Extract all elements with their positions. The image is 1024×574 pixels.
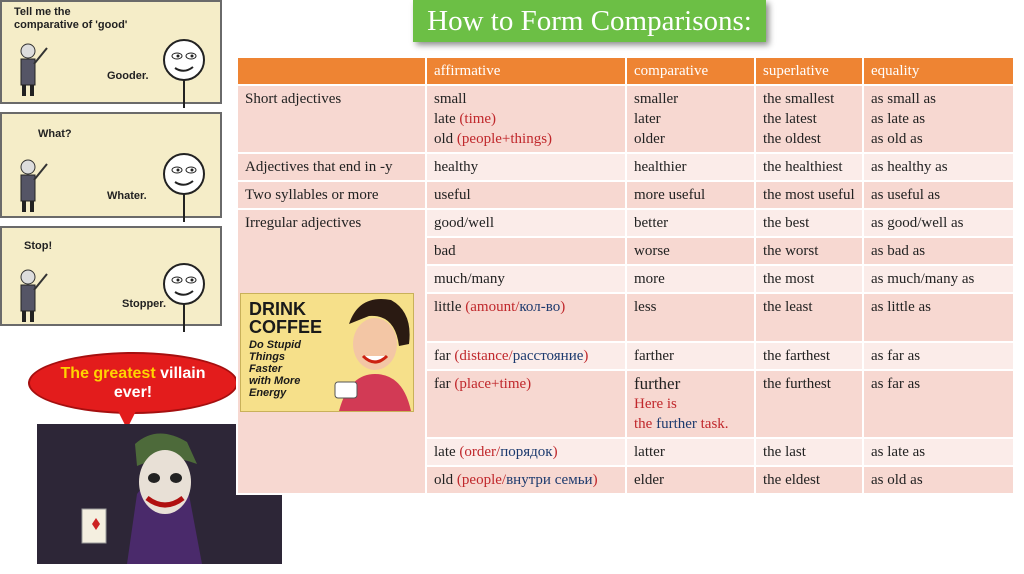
- bubble-text: ever!: [113, 384, 153, 401]
- equality-cell: as late as: [863, 438, 1014, 466]
- cell-word: old: [434, 472, 454, 488]
- ad-headline: DRINK: [249, 299, 306, 319]
- ad-tagline-line: Energy: [249, 387, 287, 399]
- affirmative-cell: healthy: [426, 153, 626, 181]
- usage-note-end: ): [552, 444, 558, 460]
- comic-answer: Stopper.: [122, 298, 167, 310]
- usage-note: (distance/: [454, 348, 513, 364]
- cell-word: old: [434, 131, 454, 147]
- comic-answer: Whater.: [107, 190, 147, 202]
- cell-line: as old as: [871, 131, 923, 147]
- category-cell: Short adjectives: [237, 85, 426, 153]
- equality-cell: as good/well as: [863, 209, 1014, 237]
- example-line: [634, 414, 747, 434]
- affirmative-cell: much/many: [426, 265, 626, 293]
- comic-panel-3: [0, 226, 222, 326]
- equality-cell: as far as: [863, 342, 1014, 370]
- equality-cell: as far as: [863, 370, 1014, 438]
- comparative-cell: latter: [626, 438, 755, 466]
- usage-note: (people/: [456, 472, 507, 488]
- usage-note-end: ): [583, 348, 589, 364]
- cell-line: the oldest: [763, 131, 821, 147]
- superlative-cell: the last: [755, 438, 863, 466]
- teacher-figure-icon: [14, 268, 48, 323]
- comparative-cell: farther: [626, 342, 755, 370]
- comic-panel-1: [0, 0, 222, 104]
- bubble-text: villain: [160, 365, 206, 382]
- table-row: [237, 181, 1014, 209]
- comic-question-line: comparative of 'good': [14, 19, 128, 31]
- cell-word: late: [434, 111, 456, 127]
- stick-figure-icon: [158, 38, 213, 108]
- ad-tagline-line: Things: [249, 351, 286, 363]
- affirmative-cell: [426, 342, 626, 370]
- comparative-cell: healthier: [626, 153, 755, 181]
- woman-portrait-icon: [329, 294, 413, 411]
- superlative-cell: the healthiest: [755, 153, 863, 181]
- comparative-cell: better: [626, 209, 755, 237]
- stick-figure-icon: [158, 152, 213, 222]
- category-cell: Two syllables or more: [237, 181, 426, 209]
- category-cell: Adjectives that end in -y: [237, 153, 426, 181]
- equality-cell: as healthy as: [863, 153, 1014, 181]
- cell-word: far: [434, 348, 451, 364]
- superlative-cell: [755, 85, 863, 153]
- usage-note-end: ): [592, 472, 598, 488]
- example-line: Here is: [634, 396, 677, 412]
- superlative-cell: the furthest: [755, 370, 863, 438]
- comic-panel-2: [0, 112, 222, 218]
- ad-tagline-line: with More: [249, 375, 301, 387]
- affirmative-cell: bad: [426, 237, 626, 265]
- ad-tagline-line: Faster: [249, 363, 283, 375]
- example-word: the: [634, 416, 653, 432]
- cell-word: late: [434, 444, 456, 460]
- stick-figure-icon: [158, 262, 213, 332]
- comparative-cell: elder: [626, 466, 755, 494]
- header-cell: comparative: [626, 57, 755, 85]
- comparative-cell: worse: [626, 237, 755, 265]
- ad-tagline: [249, 339, 322, 399]
- comparative-cell: [626, 370, 755, 438]
- affirmative-cell: good/well: [426, 209, 626, 237]
- superlative-cell: the most useful: [755, 181, 863, 209]
- usage-note-end: ): [560, 299, 566, 315]
- cell-line: the smallest: [763, 91, 835, 107]
- superlative-cell: the most: [755, 265, 863, 293]
- example-word: task.: [700, 416, 729, 432]
- comic-answer: Gooder.: [107, 70, 149, 82]
- table-row: [237, 209, 1014, 237]
- translation-note: кол-во: [519, 299, 561, 315]
- equality-cell: [863, 85, 1014, 153]
- usage-note: (order/: [459, 444, 501, 460]
- cell-word: little: [434, 299, 462, 315]
- equality-cell: as useful as: [863, 181, 1014, 209]
- header-cell: affirmative: [426, 57, 626, 85]
- cell-line: as late as: [871, 111, 926, 127]
- header-cell: [237, 57, 426, 85]
- comparative-cell: more: [626, 265, 755, 293]
- equality-cell: as bad as: [863, 237, 1014, 265]
- cell-line: smaller: [634, 91, 679, 107]
- coffee-ad-image: [240, 293, 414, 412]
- translation-note: внутри семьи: [506, 472, 593, 488]
- comic-question: Stop!: [24, 240, 53, 252]
- affirmative-cell: [426, 466, 626, 494]
- usage-note: (time): [459, 111, 497, 127]
- table-row: [237, 153, 1014, 181]
- comparison-table: [236, 56, 1015, 495]
- affirmative-cell: [426, 293, 626, 342]
- translation-note: расстояние: [512, 348, 584, 364]
- cell-line: the latest: [763, 111, 817, 127]
- comic-question-line: Tell me the: [14, 6, 71, 18]
- translation-note: порядок: [500, 444, 553, 460]
- comparative-cell: less: [626, 293, 755, 342]
- cell-line: as small as: [871, 91, 936, 107]
- usage-note: (people+things): [456, 131, 553, 147]
- comparative-cell: [626, 85, 755, 153]
- comic-question: [14, 6, 127, 32]
- affirmative-cell: useful: [426, 181, 626, 209]
- superlative-cell: the best: [755, 209, 863, 237]
- ad-text: [249, 300, 322, 399]
- slide-title: How to Form Comparisons:: [413, 0, 766, 42]
- ad-headline: COFFEE: [249, 317, 323, 337]
- category-cell: Irregular adjectives: [237, 209, 426, 494]
- usage-note: (amount/: [465, 299, 520, 315]
- cell-line: [434, 109, 618, 129]
- superlative-cell: the eldest: [755, 466, 863, 494]
- equality-cell: as old as: [863, 466, 1014, 494]
- cell-word: further: [634, 374, 681, 393]
- comic-question: What?: [38, 128, 72, 140]
- table-row: [237, 85, 1014, 153]
- superlative-cell: the least: [755, 293, 863, 342]
- teacher-figure-icon: [14, 158, 48, 213]
- usage-note: (place+time): [454, 376, 532, 392]
- cell-word: far: [434, 376, 451, 392]
- example-word: further: [656, 416, 697, 432]
- affirmative-cell: [426, 85, 626, 153]
- affirmative-cell: [426, 370, 626, 438]
- table-header-row: [237, 57, 1014, 85]
- bubble-text-highlight: The greatest: [60, 365, 156, 382]
- affirmative-cell: [426, 438, 626, 466]
- equality-cell: as little as: [863, 293, 1014, 342]
- ad-tagline-line: Do Stupid: [249, 339, 301, 351]
- cell-line: small: [434, 91, 467, 107]
- header-cell: equality: [863, 57, 1014, 85]
- header-cell: superlative: [755, 57, 863, 85]
- comparative-cell: more useful: [626, 181, 755, 209]
- cell-line: [434, 129, 618, 149]
- superlative-cell: the worst: [755, 237, 863, 265]
- teacher-figure-icon: [14, 42, 48, 97]
- cell-line: older: [634, 131, 665, 147]
- equality-cell: as much/many as: [863, 265, 1014, 293]
- superlative-cell: the farthest: [755, 342, 863, 370]
- cell-line: later: [634, 111, 661, 127]
